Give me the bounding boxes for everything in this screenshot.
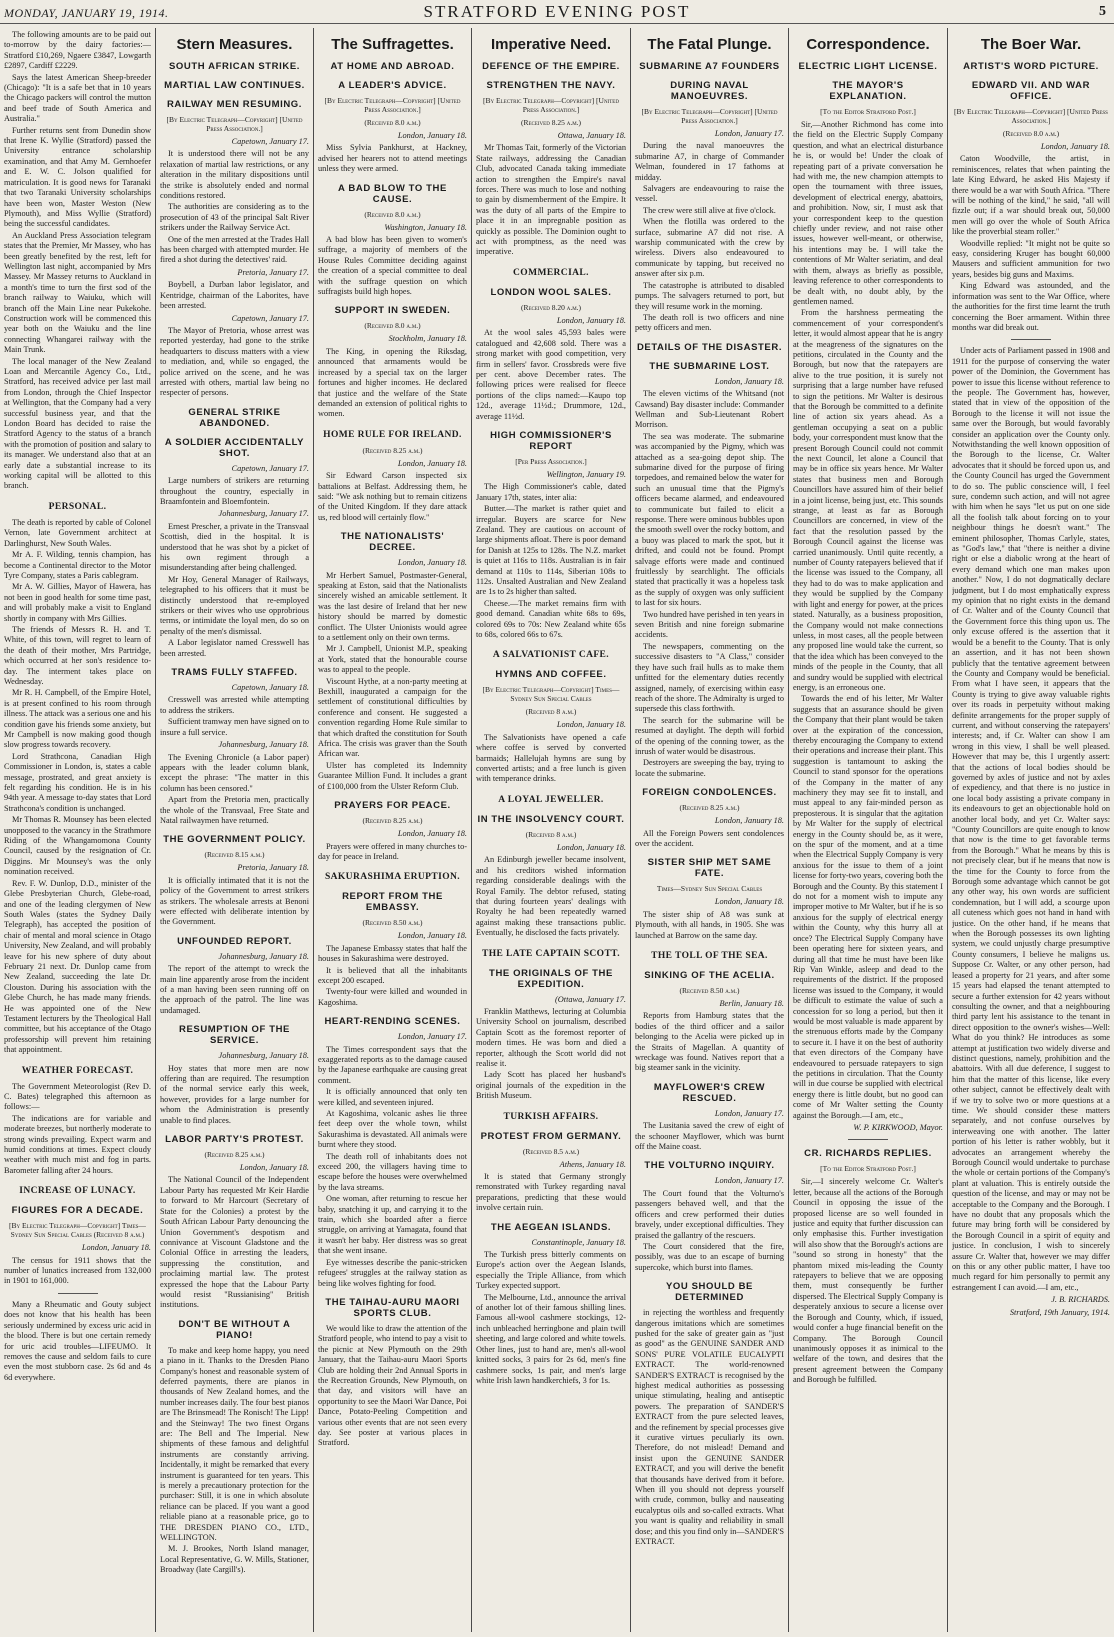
paragraph: One of the men arrested at the Trades Hall has been charged with attempted murder. He fired a shot during the detectives' raid. <box>160 234 309 265</box>
paragraph: The National Council of the Independent Labour Party has requested Mr Keir Hardie to forward to Mr Harcourt (Secretary of State for the Colonies) a protest by the South African Labour Party denouncing the Union Government's despotism and connivance at Viscount Gladstone and the Colonial Office in arresting the leaders, suppressing the constitution, and proclaiming martial law. The protest expressed the hope that the Labour Party would resist "Russianising" British institutions. <box>160 1175 309 1310</box>
dateline: London, January 18. <box>397 131 467 140</box>
paragraph: The sea was moderate. The submarine was accompanied by the Pigmy, which was attached as a sea-going depot ship. The submarine dived for the purpose of firing torpedoes, and remained below the water for such an unusual time that the Pigmy's officers became alarmed, and endeavoured to communicate but failed to elicit a response. There were ominous bubbles upon the smooth swell over the rocky bottom, and a buoy was placed to mark the spot, but it drifted, and could not be found. Prompt salvage efforts were made and continued fruitlessly by searchlight. The officials stated that practically it was a hopeless task as the supply of oxygen was only sufficient to last for six hours. <box>635 431 784 608</box>
paragraph: Says the latest American Sheep-breeder (Chicago): "It is a safe bet that in 10 years the Chicago packers will control the mutton and beef trade of South America and Australia." <box>4 72 151 124</box>
paragraph: Mr Thomas Tait, formerly of the Victorian State railways, addressing the Canadian Club, advocated Canada taking immediate action to strengthen the Empire's naval forces. There was much to lose and nothing to gain by dismemberment of the Empire. It was the duty of all parts of the Empire to place it in an impregnable position as quickly as possible. The Dominion ought to act with promptness, as the need was imperative. <box>476 143 626 257</box>
paragraph: Sufficient tramway men have signed on to insure a full service. <box>160 717 309 737</box>
column-headline: Imperative Need. <box>490 36 612 53</box>
paragraph: The indications are for variable and moderate breezes, but northerly moderate to strong winds prevailing. Expect warm and humid conditions at times. Expect cloudy weather with much mist and fog in parts. Barometer falling after 24 hours. <box>4 1113 151 1175</box>
sub-heading: SUBMARINE A7 FOUNDERS <box>639 61 780 72</box>
advertisement: M. J. Brookes, North Island manager, Local Representative, G. W. Mills, Stationer, Broadway (late Cargill's). <box>160 1544 309 1575</box>
dateline: Johannesburg, January 18. <box>218 1051 309 1061</box>
paragraph: Caton Woodville, the artist, in reminiscences, relates that when painting the late King Edward, he asked His Majesty if there would be a war with South Africa. "There will be nothing of the kind," he said, "all will fizzle out; if a war should break out, 50,000 men will go over the whole of South Africa like the proverbial steam roller." <box>952 154 1110 237</box>
paragraph: All the Foreign Powers sent condolences over the accident. <box>635 828 784 848</box>
section-heading: PERSONAL. <box>48 501 107 512</box>
dateline: Capetown, January 17. <box>231 137 309 146</box>
masthead <box>0 0 1114 24</box>
section-heading: INCREASE OF LUNACY. <box>19 1186 136 1197</box>
paragraph: The High Commissioner's cable, dated January 17th, states, inter alia: <box>476 482 626 502</box>
paragraph: Towards the end of his letter, Mr Walter suggests that an assurance should be given the Company that their plant would be taken over at the expiration of the concession, thereby encouraging the Company to extend their operations and increase their plant. This suggestion is tantamount to asking the Council to stand sponsor for the operations of the Company in the matter of any machinery they may see fit to install, and must appeal to any fair-minded person as preposterous. It is singular that the agitation by Mr Walter for the supply of electrical energy in the County should be, as it were, on the spur of the moment, and at a time when the Electrical Supply Company is very anxious for the issue to them of a joint license for forty-two years, covering both the Borough and the County. By this statement I do not for a moment wish to impute any improper motive to Mr Walter, but if he is so anxious for the supply of electrical energy within the County, why this hurry all at once? The Electrical Supply Company have been operating here for sixteen years, and during all that time he must have been like Rip Van Winkle, asleep and dead to the requirements of the district. If the proposed license was issued to the Company, it would be difficult to estimate the value of such a concession for so long a period, but then it would be most valuable is made apparent by the strenuous efforts made by the Company to secure it. I have it on the best of authority that even directors of the Company have endeavoured to persuade ratepayers to sign the petitions in circulation. That the County will in due course be supplied with electrical energy there is little doubt, but no good can come of Mr Walter setting the County against the Borough.—I am, etc., <box>793 694 943 1120</box>
sub-heading: HEART-RENDING SCENES. <box>324 1016 461 1028</box>
column-fatal-plunge <box>635 30 784 1630</box>
paragraph: The sister ship of A8 was sunk at Plymouth, with all hands, in 1905. She was launched at Barrow on the same day. <box>635 909 784 940</box>
paragraph: Mr R. H. Campbell, of the Empire Hotel, is at present confined to his room through illness. The attack was a serious one and his condition gave his friends some anxiety, but Mr Campbell is now making good though slow progress towards recovery. <box>4 688 151 750</box>
paragraph: The Salvationists have opened a cafe where coffee is served by converted barmaids; Hallelujah hymns are sung by converted artists; and a free lunch is given with temperance drinks. <box>476 732 626 784</box>
paragraph: Under acts of Parliament passed in 1908 and 1911 for the purpose of conserving the water power of the Dominion, the Government has power to issue this license without reference to the people. The Government has, however, stated that in view of the opposition of the Borough to the license it will not issue the same over the Borough, but would favorably consider an application over the County only. Notwithstanding the well known opposition of the Borough to the license, Cr. Walter advocates that it should be forced upon us, and the County Council has urged the Government to do so. The public conscience will, I feel sure, condemn such action, and will not agree with him when he says "let us put on one side all the foolish talk about forcing on to your neighbour things he doesn't want." The eminent philosopher, Thomas Carlyle, states, as "God's law," that "there is neither a divine right or else a diabolic wrong at the heart of every demand which one man makes upon another." Now, I do not dogmatically declare judgment, but I do most emphatically express my opinion that no right exists in the demand of Cr. Walter and of the County Council that the Government force this thing upon us. The only excuse offered is the assertion that it would be a benefit to the County. That is only an assertion, and it has not been shown publicly that the tentative agreement between the County and Company would be beneficial. From what I have seen, it appears that the County is trying to give away valuable rights over its roads in perpetuity without making definite arrangements for the proper supply of current, and without conserving the ratepayers' interests; and, if Cr. Walter can show I am wrong in this view, I shall be well pleased. However that may be, this I urgently assert: that the actions of local bodies should be governed by axles of justice and not by axles of expediency, and that there is no justice in one local body assisting a private company in its endeavours to get an objectionable hold on another local body, and yet Cr. Walter says: "County Councillors are quite enough to know that now is the time to get favorable terms from the Borough." What he means by this is not precisely clear, but if he means that now is the time for the County to force from the Borough some advantage which cannot be got any other way, his own words are sufficient condemnation, but I will add, a scourge upon all cuteness which goes not hand in hand with justice. On the other hand, if he means that when the Borough possesses its own lighting system, we could unjustly charge presumptive County consumers, I believe he maligns us. Suppose Cr. Walter, or any other person, had leased a property for 21 years, and after some 15 years had elapsed the tenant attempted to secure a further extension for 42 years without consulting the owner, and that a neighbouring third party lent his assistance to the tenant in direct opposition to the owner's wishes—Well: What do you think? He introduces as some attempt at justification two widely diverse and distinct questions, namely, prohibition and the abattoirs. With all due deference, I suggest to him that the matter of this license, like every other subject, cannot be effectively dealt with if we try to solve two or more questions at a time. We should consider these matters separately, and not confuse ourselves by interweaving one with another. The latter portion of his letter is rather wobbly, but it advocates an arrangement whereby the Borough Council would undertake to purchase the whole or certain portions of the Company's plant at valuation. This is entirely outside the question of the license, and may or may not be acceptable to the Company and the Borough. I have no doubt that any proposals which the future may bring forth will be considered by the Borough Council in a spirit of equity and justice. In conclusion, I wish to sincerely assure Cr. Walter that, however we may differ on this or any other public matter, I have too much regard for him personally to permit any estrangement I can avoid.—I am, etc., <box>952 346 1110 1292</box>
page-number: 5 <box>1099 4 1106 19</box>
sub-heading: SINKING OF THE ACELIA. <box>644 970 775 981</box>
sub-heading: THE ORIGINALS OF THE EXPEDITION. <box>489 967 613 990</box>
received-time: (Received 8.50 a.m.) <box>362 918 423 928</box>
wire-credit: Times—Sydney Sun Special Cables <box>656 884 763 894</box>
dateline: Pretoria, January 17. <box>237 267 309 277</box>
paragraph: Miss Sylvia Pankhurst, at Hackney, advised her hearers not to attend meetings unless they were armed. <box>318 143 467 174</box>
dateline: London, January 17. <box>714 129 784 138</box>
wire-credit: [Per Press Association.] <box>515 456 587 466</box>
paragraph: The death roll of inhabitants does not exceed 200, the villagers having time to escape before the houses were overwhelmed by the lava streams. <box>318 1151 467 1192</box>
paragraph: The newspapers, commenting on the successive disasters to "A Class," consider they have such frail hulls as to make them unfitted for the elementary duties recently assigned, namely, of exercising within easy reach of the shore. The Admiralty is urged to supersede this class forthwith. <box>635 641 784 714</box>
paragraph: Mr A. W. Gillies, Mayor of Hawera, has not been in good health for some time past, and will probably make a visit to England shortly in company with Mrs Gillies. <box>4 582 151 623</box>
paragraph: Mr J. Campbell, Unionist M.P., speaking at York, stated that the honourable course was to appeal to the people. <box>318 644 467 675</box>
paragraph: The Evening Chronicle (a Labor paper) appears with the leader column blank, except the phrase: "The matter in this column has been censored." <box>160 752 309 793</box>
column-correspondence <box>793 30 943 1630</box>
sub-heading: AT HOME AND ABROAD. <box>330 61 455 72</box>
dateline: Berlin, January 18. <box>719 999 784 1008</box>
paragraph: The search for the submarine will be resumed at daylight. The depth will forbid of the opening of the conning tower, as the inrush of water would be disastrous. <box>635 715 784 756</box>
sub-heading: EDWARD VII. AND WAR OFFICE. <box>971 80 1091 102</box>
paragraph: The Court considered that the fire, possibly, was due to an escape of burning supercoke, which burst into flames. <box>635 1241 784 1272</box>
paragraph: During the naval manoeuvres the submarine A7, in charge of Commander Welman, foundered in 17 fathoms at midday. <box>635 141 784 182</box>
sub-heading: THE NATIONALISTS' DECREE. <box>340 531 445 554</box>
section-heading: TURKISH AFFAIRS. <box>503 1111 599 1122</box>
paragraph: At the wool sales 45,593 bales were catalogued and 42,608 sold. There was a strong market with good competition, very firm in sellers' favor. Crossbreds were five per cent. above December rates. The following prices were realised for fleece portions of the clips named:—Kaupo top 12d., average 11½d.; Drummore, 12d., average 11½d. <box>476 328 626 421</box>
paragraph: Sir Edward Carson inspected six battalions at Belfast. Addressing them, he said: "We ask nothing but to remain citizens of the United Kingdom. If they dare attack us, red blood will certainly flow." <box>318 471 467 522</box>
paragraph: The Mayor of Pretoria, whose arrest was reported yesterday, had gone to the strike headquarters to discuss matters with a view to mediation, and, while so engaged, the police arrived on the scene, and he was arrested with others, martial law being no respecter of persons. <box>160 325 309 398</box>
paragraph: The Turkish press bitterly comments on Europe's action over the Aegean Islands, especially the Triple Alliance, from which Turkey expected support. <box>476 1250 626 1291</box>
advertisement: The Melbourne, Ltd., announce the arrival of another lot of their famous shilling lines. Famous all-wool cashmere stockings, 12-inch unbleached herringbone and plain twill sheeting, and large colored and white towels. Other lines, just to hand are, men's all-wool knitted socks, 3 pairs for 2s 6d, men's fine cashmere socks, 1s pair, and men's large white Irish lawn handkerchiefs, 3 for 1s. <box>476 1292 626 1385</box>
received-time: (Received 8.20 a.m.) <box>520 302 582 312</box>
received-time: (Received 8.0 a.m.) <box>364 209 421 219</box>
sub-heading: IN THE INSOLVENCY COURT. <box>477 813 625 825</box>
paragraph: Prayers were offered in many churches to-day for peace in Ireland. <box>318 841 467 861</box>
dateline: London, January 18. <box>1040 142 1110 151</box>
section-heading: THE TOLL OF THE SEA. <box>651 951 768 961</box>
section-heading: COMMERCIAL. <box>513 267 589 278</box>
paragraph: It is officially announced that only ten were killed, and seventeen injured. <box>318 1087 467 1107</box>
sub-heading: A BAD BLOW TO THE CAUSE. <box>338 182 447 205</box>
advertisement: in rejecting the worthless and frequently dangerous imitations which are sometimes pushed for the sake of greater gain as "just as good" as the GENUINE SANDER AND SONS' PURE VOLATILE EUCALYPTI EXTRACT. The world-renowned SANDER'S EXTRACT is recognised by the highest medical authorities as possessing unique stimulating, healing and antiseptic powers. The preparation of SANDER'S EXTRACT from the pure selected leaves, and the refinement by special processes give it curative virtues peculiarly its own. Therefore, do not mislead! Demand and insist upon the GENUINE SANDER EXTRACT, and you will derive the benefit that thousands have derived from it before. When ill you should not depress yourself with crude, common, bulky and nauseating eucalyptus oils and so-called extracts. What you want is quality and reliability in small dose; and this you find only in—SANDER'S EXTRACT. <box>635 1308 784 1547</box>
received-time: (Received 8.15 a.m.) <box>204 850 265 860</box>
paragraph: One woman, after returning to rescue her baby, snatching it up, and carrying it to the train, which she boarded after a fierce struggle, on arriving at Yamagata, found that it wasn't her baby. Her distress was so great that she went insane. <box>318 1194 467 1256</box>
sub-heading: LABOR PARTY'S PROTEST. <box>165 1134 304 1146</box>
dateline: London, January 18. <box>239 1163 309 1173</box>
paragraph: It is understood there will not be any relaxation of martial law restrictions, or any alteration in the military dispositions until the strike is absolutely ended and normal conditions restored. <box>160 149 309 201</box>
dateline: London, January 18. <box>556 720 626 730</box>
sub-heading: THE GOVERNMENT POLICY. <box>163 834 306 846</box>
paragraph: Franklin Matthews, lecturing at Columbia University School on journalism, described Captain Scott as the foremost reporter of modern times. He was born and died a reporter, although the Scott world did not realise it. <box>476 1006 626 1068</box>
dateline: Capetown, January 17. <box>231 313 309 323</box>
received-time: (Received 8.25 a.m.) <box>679 803 740 813</box>
column-rule <box>313 28 314 1632</box>
divider <box>848 1139 888 1140</box>
editor-address: [To the Editor Stratford Post.] <box>820 107 916 116</box>
received-time: (Received 8.25 a.m.) <box>520 118 582 127</box>
dateline: London, January 18. <box>714 376 784 386</box>
advertisement: Many a Rheumatic and Gouty subject does not know that his health has been seriously undermined by excess uric acid in the blood. There is but one certain remedy for uric acid troubles—LIFEUMO. It removes the cause and seldom fails to cure even the most stubborn case. 2s 6d and 4s 6d everywhere. <box>4 1299 151 1382</box>
dateline: London, January 18. <box>556 842 626 852</box>
dateline: Johannesburg, January 17. <box>218 509 309 519</box>
received-time: (Received 8.25 a.m.) <box>362 445 423 455</box>
paragraph: The Lusitania saved the crew of eight of the schooner Mayflower, which was burnt off the Maine coast. <box>635 1121 784 1152</box>
received-time: (Received 8.0 a.m.) <box>364 321 421 331</box>
dateline: Wellington, January 19. <box>546 469 626 479</box>
dateline: London, January 17. <box>714 1108 784 1118</box>
received-time: (Received 8.25 a.m.) <box>204 1150 265 1160</box>
paragraph: Rev. F. W. Dunlop, D.D., minister of the Glebe Presbyterian Church, Glebe-road, and one of the leading clergymen of New South Wales (states the Sydney Daily Telegraph), has accepted the position of chair of mental and moral science in Otago University, New Zealand, and will probably leave for his new sphere of duty about February 21 next. Dr. Dunlop came from New Zealand, succeeding the late Dr. Clouston. During his association with the Glebe Church, he has made many friends. He was appointed one of the New Testament lecturers by the Theological Hall committee, but his acceptance of the Otago professorship will prevent him retaining that appointment. <box>4 878 151 1055</box>
paragraph: The death is reported by cable of Colonel Vernon, late Government architect at Darlinghurst, New South Wales. <box>4 517 151 548</box>
received-time: (Received 8.50 a.m.) <box>679 986 740 995</box>
dateline: Pretoria, January 18. <box>237 863 309 873</box>
paragraph: Destroyers are sweeping the bay, trying to locate the submarine. <box>635 758 784 778</box>
dateline: (Ottawa, January 17. <box>555 994 626 1004</box>
wire-credit: [By Electric Telegraph—Copyright] [United Press Association.] <box>483 96 619 114</box>
sub-heading: THE SUBMARINE LOST. <box>649 360 770 372</box>
column-rule <box>630 28 631 1632</box>
paragraph: Sir,—I sincerely welcome Cr. Walter's letter, because all the actions of the Borough Council in opposing the issue of the proposed license are so well founded in justice and equity that further discussion can only emphasise this. Further investigation will also show that the Borough's actions are "sound so strong in honesty" that the phantom mixed mis-leading the County ratepayers to believe that we are opposing them, must consequently be further dispersed. The Electrical Supply Company is desperately anxious to secure a license over the Borough and County, which, if issued, would confer a huge financial benefit on the Company. The Borough Council unanimously opposes it as inimical to the welfare of the town, and desires that the present agreement between the Company and Borough be fulfilled. <box>793 1177 943 1385</box>
paragraph: Apart from the Pretoria men, practically the whole of the Transvaal, Free State and Natal railwaymen have returned. <box>160 795 309 825</box>
column-local-news <box>4 30 151 1630</box>
dateline: London, January 18. <box>397 558 467 568</box>
sub-heading: PRAYERS FOR PEACE. <box>334 800 451 812</box>
sub-heading: DEFENCE OF THE EMPIRE. <box>482 61 620 72</box>
dateline: Athens, January 18. <box>559 1159 626 1169</box>
divider <box>1011 339 1051 340</box>
sub-heading: ELECTRIC LIGHT LICENSE. <box>798 61 938 72</box>
paragraph: The following amounts are to be paid out to-morrow by the dairy factories:—Stratford £10,269, Ngaere £3847, Lowgarth £2897, Cardiff £2229. <box>4 30 151 71</box>
wire-credit: [By Electric Telegraph—Copyright] Times—Sydney Sun Special Cables (Received 8 a.m.) <box>9 1221 146 1240</box>
sub-heading: FOREIGN CONDOLENCES. <box>642 787 777 799</box>
paragraph: Woodville replied: "It might not be quite so easy, considering Kruger has bought 60,000 Mausers and sufficient ammunition for two years, besides big guns and Maxims. <box>952 238 1110 279</box>
paragraph: The census for 1911 shows that the number of lunatics increased from 132,000 in 1901 to 161,000. <box>4 1255 151 1286</box>
paragraph: An Edinburgh jeweller became insolvent, and his creditors wished information regarding considerable dealings with the Royal Family. The debtor refused, stating that during fourteen years' dealings with Royalty he had been repeatedly warned against making these transactions public. Eventually, he disclosed the facts privately. <box>476 855 626 938</box>
received-time: (Received 8.0 a.m.) <box>364 118 421 127</box>
paragraph: Cresswell was arrested while attempting to address the strikers. <box>160 695 309 715</box>
paragraph: Sir,—Another Richmond has come into the field on the Electric Supply Company question, and what an electrical disturbance he is, or would be! Under the cloak of repeating part of a private conversation he had with me, the new champion attempts to open the tournament with three issues, development of electrical energy, abattoirs, and prohibition. Now, sir, I must ask that your correspondent keep to the question chiefly under review, and not raise other issues, however well-meant, or otherwise, his intentions may be. I will take the contentions of Mr Walter seriatim, and deal with them, always as briefly as possible, leaving reference to other correspondents to be dealt with, no doubt ably, by the gentlemen named. <box>793 120 943 306</box>
section-heading: A LOYAL JEWELLER. <box>498 794 604 805</box>
paragraph: Salvagers are endeavouring to raise the vessel. <box>635 184 784 204</box>
column-suffragettes <box>318 30 467 1630</box>
paragraph: The eleven victims of the Whitsand (not Cawsand) Bay disaster include: Commander Wellman and Sub-Lieutenant Robert Morrison. <box>635 389 784 430</box>
sub-heading: HYMNS AND COFFEE. <box>495 669 607 681</box>
column-rule <box>155 28 156 1632</box>
wire-credit: [By Electric Telegraph—Copyright] Times—Sydney Sun Special Cables <box>482 685 620 704</box>
sub-heading: THE TAIHAU-AURU MAORI SPORTS CLUB. <box>325 1296 460 1319</box>
column-rule <box>947 28 948 1632</box>
paragraph: Reports from Hamburg states that the bodies of the third officer and a sailor belonging to the Acelia were picked up in the Straits of Magellan. A quantity of wreckage was found. Natives report that a big steamer sank in the vicinity. <box>635 1011 784 1073</box>
paragraph: From the harshness permeating the commencement of your correspondent's letter, it would almost appear that he is angry at the meagreness of the signatures on the petitions, circulated in the County and the Borough, but now that the ratepayers are alive to the true position, it is surely not surprising that a large number have refused to sign the petitions. Mr Walter is desirous that the Borough be committed to a definite line of action six years ahead. As a gentleman occupying a seat on a public body, your correspondent must know that the present Borough Council could not commit the next Council, let alone a Council that may be in office six years hence. Mr Walter states that business men and Borough Councillors have assured him of their belief in a joint license, being just, etc. This sounds strange, at least as far as Borough Councillors are concerned, in view of the fact that the resolution passed by the Borough Council against the license was carried unanimously. Until quite recently, a number of County ratepayers believed that if the license was issued to the Company, all they had to do was to make application and they would be supplied by the Company with light and energy for power, at the prices stated. Naturally, as a business proposition, the Company would not make connections unless, in most cases, all the people between any proposed line would take the current, so that the idea which has been conveyed to the minds of the people in the County, that all and sundry would be supplied with electrical energy, is an erroneous one. <box>793 308 943 692</box>
paragraph: The death roll is two officers and nine petty officers and men. <box>635 312 784 333</box>
issue-date: MONDAY, JANUARY 19, 1914. <box>4 6 169 20</box>
sub-heading: REPORT FROM THE EMBASSY. <box>342 891 443 914</box>
paragraph: The friends of Messrs R. H. and T. White, of this town, will regret to learn of the death of their mother, Mrs Partridge, which occurred at her son's residence to-day. The interment takes place on Wednesday. <box>4 624 151 686</box>
column-headline: Correspondence. <box>806 36 930 53</box>
paragraph: Butter.—The market is rather quiet and irregular. Buyers are scarce for New Zealand. They are cautious on account of large shipments afloat. There is poor demand for Danish at 125s to 128s. The N.Z. market is quiet at 116s to 118s. Australian is in fair demand at 110s to 114s, Siberian 108s to 112s. Unsalted Australian and New Zealand are 1s to 2s higher than salted. <box>476 504 626 597</box>
received-time: (Received 8 a.m.) <box>525 707 577 717</box>
sub-heading: HIGH COMMISSIONER'S REPORT <box>490 429 612 452</box>
paragraph: The report of the attempt to wreck the main line apparently arose from the incident of a man having been seen running off on the approach of the patrol. The line was undamaged. <box>160 964 309 1015</box>
sub-heading: SOUTH AFRICAN STRIKE. <box>169 61 300 72</box>
paragraph: The Times correspondent says that the exaggerated reports as to the damage caused by the Japanese earthquake are causing great comment. <box>318 1044 467 1085</box>
dateline: London, January 18. <box>714 816 784 826</box>
sub-heading: LONDON WOOL SALES. <box>490 286 612 298</box>
sub-heading: GENERAL STRIKE ABANDONED. <box>188 406 281 429</box>
paragraph: Twenty-four were killed and wounded in Kagoshima. <box>318 987 467 1007</box>
column-headline: The Fatal Plunge. <box>647 36 772 53</box>
paragraph: Lord Strathcona, Canadian High Commissioner in London, is, states a cable message, prostrated, and great anxiety is felt regarding his condition. He is in his 94th year. A message to-day states that Lord Strathcona's condition is unchanged. <box>4 751 151 813</box>
sub-heading: RAILWAY MEN RESUMING. <box>166 99 303 110</box>
received-time: (Received 8.25 a.m.) <box>362 816 423 826</box>
dateline: Stockholm, January 18. <box>388 334 467 344</box>
sub-heading: DURING NAVAL MANOEUVRES. <box>670 80 749 102</box>
sub-heading: SUPPORT IN SWEDEN. <box>334 305 451 317</box>
wire-credit: [By Electric Telegraph—Copyright] [United Press Association.] <box>641 107 778 125</box>
received-time: (Received 8.0 a.m.) <box>1002 129 1060 138</box>
sub-heading: DETAILS OF THE DISASTER. <box>636 341 783 353</box>
column-headline: The Suffragettes. <box>331 36 454 53</box>
paragraph: Large numbers of strikers are returning throughout the country, especially in Braamfontein and Bloemfontein. <box>160 476 309 506</box>
paragraph: Mr Hoy, General Manager of Railways, telegraphed to his officers that it must be distinctly understood that re-employed strikers or their wives who use opprobrious terms, or intimidate the loyal men, do so on penalty of the men's dismissal. <box>160 574 309 636</box>
dateline: Ottawa, January 18. <box>557 131 626 140</box>
sub-heading: SISTER SHIP MET SAME FATE. <box>647 857 772 880</box>
received-time: (Received 8.5 a.m.) <box>522 1146 580 1156</box>
wire-credit: [By Electric Telegraph—Copyright] [United Press Association.] <box>324 96 461 114</box>
dateline: Washington, January 18. <box>384 222 467 232</box>
dateline: Capetown, January 17. <box>231 463 309 473</box>
received-time: (Received 8 a.m.) <box>525 829 577 839</box>
dateline: Constantinople, January 18. <box>531 1237 626 1247</box>
paragraph: It is officially intimated that it is not the policy of the Government to arrest strikers as strikers. The wholesale arrests at Benoni were effected with deliberate intention by the Government. <box>160 875 309 927</box>
sub-heading: STRENGTHEN THE NAVY. <box>486 80 616 91</box>
wire-credit: [By Electric Telegraph—Copyright] [United Press Association.] <box>954 107 1108 125</box>
dateline: Johannesburg, January 18. <box>218 951 309 961</box>
paragraph: Two hundred have perished in ten years in seven British and nine foreign submarine accidents. <box>635 609 784 640</box>
sub-heading: UNFOUNDED REPORT. <box>177 935 292 947</box>
paragraph: An Auckland Press Association telegram states that the Premier, Mr Massey, who has been greatly benefited by the rest, left for Wellington last night, accompanied by Mrs Massey. Mr Massey returns to Auckland in a month's time to turn the first sod of the branch railway to Waiuku, which will branch off the Main Line near Pukekohe. Construction work will be commenced this year both on the Waiuku and the line connecting Whangarei railway with the Main Trunk. <box>4 230 151 355</box>
paragraph: Ernest Prescher, a private in the Transvaal Scottish, died in the hospital. It is understood that he was shot by a picket of his own regiment through a misunderstanding after being challenged. <box>160 521 309 573</box>
sub-heading: CR. RICHARDS REPLIES. <box>804 1148 932 1160</box>
paragraph: The catastrophe is attributed to disabled pumps. The salvagers returned to port, but they will resume work in the morning. <box>635 280 784 311</box>
editor-address: [To the Editor Stratford Post.] <box>820 1164 916 1174</box>
advertisement-heading: YOU SHOULD BE DETERMINED <box>666 1281 753 1304</box>
column-imperative-need <box>476 30 626 1630</box>
paragraph: Cheese.—The market remains firm with good demand. Canadian white 68s to 69s, colored 69s to 70s: New Zealand white 65s to 68s, colored 66s to 67s. <box>476 598 626 640</box>
paragraph: At Kagoshima, volcanic ashes lie three feet deep over the whole town, whilst Sakurashima is devastated. All animals were burnt where they stood. <box>318 1109 467 1150</box>
column-boer-war <box>952 30 1110 1630</box>
paragraph: The Japanese Embassy states that half the houses in Sakurashima were destroyed. <box>318 943 467 964</box>
sub-heading: MAYFLOWER'S CREW RESCUED. <box>653 1081 766 1104</box>
dateline: Johannesburg, January 18. <box>218 740 309 750</box>
dateline: London, January 17. <box>714 1176 784 1186</box>
sub-heading: TRAMS FULLY STAFFED. <box>171 667 298 679</box>
sub-heading: THE MAYOR'S EXPLANATION. <box>829 80 907 102</box>
dateline: London, January 18. <box>397 829 467 839</box>
advertisement: To make and keep home happy, you need a piano in it. Thanks to the Dresden Piano Company's honest and reasonable system of deferred payments, there are pianos in thousands of New Zealand homes, and the number increases daily. The four best pianos are The Brinsmead! The Ronisch! The Lipp! and the Steinway! The two finest Organs are: The Bell and The Imperial. New shipments of these famous and delightful instruments are constantly arriving. Incidentally, it might be remarked that every instrument is guaranteed for ten years. This is merely a precautionary protection for the purchaser: Still, it is one in which absolute reliance can be placed. If you want a good reliable piano at a reasonable price, go to THE DRESDEN PIANO CO., LTD., WELLINGTON. <box>160 1345 309 1543</box>
sub-heading: MARTIAL LAW CONTINUES. <box>164 80 305 91</box>
column-headline: The Boer War. <box>980 36 1082 53</box>
paragraph: Mr Herbert Samuel, Postmaster-General, speaking at Eston, said that the Nationalists sincerely wished an amicable settlement. It was the last desire of Ireland that her new history should be marred by domestic conflict. The Ulster Unionists would agree to a settlement only on their own terms. <box>318 570 467 642</box>
column-headline: Stern Measures. <box>176 36 293 53</box>
column-rule <box>788 28 789 1632</box>
section-heading: SAKURASHIMA ERUPTION. <box>324 872 461 883</box>
paragraph: The crew were still alive at five o'clock. <box>643 205 776 215</box>
sub-heading: ARTIST'S WORD PICTURE. <box>963 61 1099 72</box>
paragraph: When the flotilla was ordered to the surface, submarine A7 did not rise. A warship communicated with the crew by wireless. Divers also endeavoured to communicate by tapping, but received no answer after six p.m. <box>635 217 784 279</box>
section-heading: WEATHER FORECAST. <box>21 1065 134 1076</box>
paragraph: Viscount Hythe, at a non-party meeting at Bexhill, inaugurated a campaign for the settlement of constitutional difficulties by conference and consent. He suggested a convention regarding Home Rule similar to that which drafted the constitution for South Africa. The crisis was graver than the South African war. <box>318 676 467 759</box>
paragraph: Lady Scott has placed her husband's original journals of the expedition in the British Museum. <box>476 1070 626 1101</box>
newspaper-title: STRATFORD EVENING POST <box>423 2 691 21</box>
sub-heading: RESUMPTION OF THE SERVICE. <box>178 1024 290 1047</box>
advertisement-heading: DON'T BE WITHOUT A PIANO! <box>178 1318 291 1341</box>
paragraph: Further returns sent from Dunedin show that Irene K. Wyllie (Stratford) passed the University entrance scholarship examination, and that Amy M. Gernhoefer and E. W. C. Jolson qualified for matriculation. It is good news for Taranaki that two Taranaki University scholarships have been won, Master Weston (New Plymouth), and Miss Wyllie (Stratford) being the successful candidates. <box>4 125 151 229</box>
paragraph: Mr Thomas R. Mounsey has been elected unopposed to the vacancy in the Strathmore Riding of the Whangamomona County Council, caused by the resignation of Cr. Diggins. Mr Mounsey's was the only nomination received. <box>4 815 151 877</box>
signature: W. P. KIRKWOOD, Mayor. <box>853 1123 943 1132</box>
paragraph: We would like to draw the attention of the Stratford people, who intend to pay a visit to the picnic at New Plymouth on the 29th January, that the Taihau-auru Maori Sports Club are holding their 2nd Annual Sports in the Recreation Grounds, New Plymouth, on that day, and visitors will have an opportunity to see the Maori War Dance, Poi Dance, Potato-Peeling Competition and various other events that are not seen every day. See poster at various places in Stratford. <box>318 1323 467 1448</box>
section-heading: HOME RULE FOR IRELAND. <box>323 429 462 440</box>
paragraph: The King, in opening the Riksdag, announced that armaments would be increased by a special tax on the larger fortunes and higher incomes. He declared that justice and the welfare of the State demanded an extension of political rights to women. <box>318 346 467 419</box>
dateline: Capetown, January 18. <box>231 683 309 693</box>
paragraph: It is stated that Germany strongly remonstrated with Turkey regarding naval preparations, predicting that these would involve certain ruin. <box>476 1172 626 1213</box>
paragraph: The local manager of the New Zealand Loan and Mercantile Agency Co., Ltd., Stratford, has received advice per last mail from London, through the Chief Inspector at Wellington, that the Company had a very successful business year, and that the London Board has decided to raise the Stratford Agency to the status of a branch with the promotion of position and salary to its manager. We understand also that at an early date a substantial increase to its working capital will be allotted to this branch. <box>4 356 151 491</box>
section-heading: A SALVATIONIST CAFE. <box>492 650 610 661</box>
paragraph: A bad blow has been given to women's suffrage, a majority of members of the House Rules Committee deciding against the creation of a special committee to deal with the suffrage question on which suffragists build high hopes. <box>318 235 467 297</box>
paragraph: The Court found that the Volturno's passengers behaved well, and that the officers and crew performed their duties bravely, under exceptional difficulties. They praised the gallantry of the rescuers. <box>635 1188 784 1240</box>
sub-heading: THE VOLTURNO INQUIRY. <box>644 1160 775 1172</box>
sub-heading: A LEADER'S ADVICE. <box>338 80 447 91</box>
column-rule <box>471 28 472 1632</box>
dateline: London, January 18. <box>81 1243 151 1253</box>
paragraph: King Edward was astounded, and the information was sent to the War Office, where the authorities for the first time learnt the truth concerning the Boer armament. Within three months war did break out. <box>952 281 1110 332</box>
paragraph: The Government Meteorologist (Rev D. C. Bates) telegraphed this afternoon as follows:— <box>4 1081 151 1112</box>
sub-heading: FIGURES FOR A DECADE. <box>11 1205 144 1217</box>
paragraph: A Labor legislator named Cresswell has been arrested. <box>160 638 309 658</box>
signature: J. B. RICHARDS. <box>1051 1295 1110 1305</box>
dateline: London, January 18. <box>397 458 467 468</box>
dateline: London, January 18. <box>556 315 626 325</box>
paragraph: Mr A. F. Wilding, tennis champion, has become a Continental director to the Motor Tyre Company, states a Paris cablegram. <box>4 550 151 580</box>
section-heading: THE LATE CAPTAIN SCOTT. <box>481 948 620 959</box>
sub-heading: PROTEST FROM GERMANY. <box>480 1130 622 1142</box>
sub-heading: THE AEGEAN ISLANDS. <box>490 1221 612 1233</box>
wire-credit: [By Electric Telegraph—Copyright] [United Press Association.] <box>166 115 303 133</box>
sub-heading: A SOLDIER ACCIDENTALLY SHOT. <box>164 436 305 459</box>
letter-place-date: Stratford, 19th January, 1914. <box>1009 1307 1110 1317</box>
column-stern-measures <box>160 30 309 1630</box>
divider <box>58 1293 98 1294</box>
paragraph: Eye witnesses describe the panic-stricken refugees' struggles at the railway station as being like wolves fighting for food. <box>318 1257 467 1288</box>
paragraph: It is believed that all the inhabitants except 200 escaped. <box>318 965 467 985</box>
dateline: London, January 18. <box>714 897 784 907</box>
paragraph: Boybell, a Durban labor legislator, and Kentridge, chairman of the Laborites, have been arrested. <box>160 280 309 311</box>
paragraph: Ulster has completed its Indemnity Guarantee Million Fund. It includes a grant of £100,000 from the Ulster Reform Club. <box>318 760 467 791</box>
paragraph: Hoy states that more men are now offering than are required. The resumption of the normal service early this week, however, provides for a large number for whom the Administration is presently unable to find places. <box>160 1063 309 1125</box>
dateline: London, January 17. <box>397 1032 467 1042</box>
paragraph: The authorities are considering as to the prosecution of 43 of the principal Salt River strikers under the Railway Service Act. <box>160 202 309 233</box>
dateline: London, January 18. <box>397 931 467 941</box>
